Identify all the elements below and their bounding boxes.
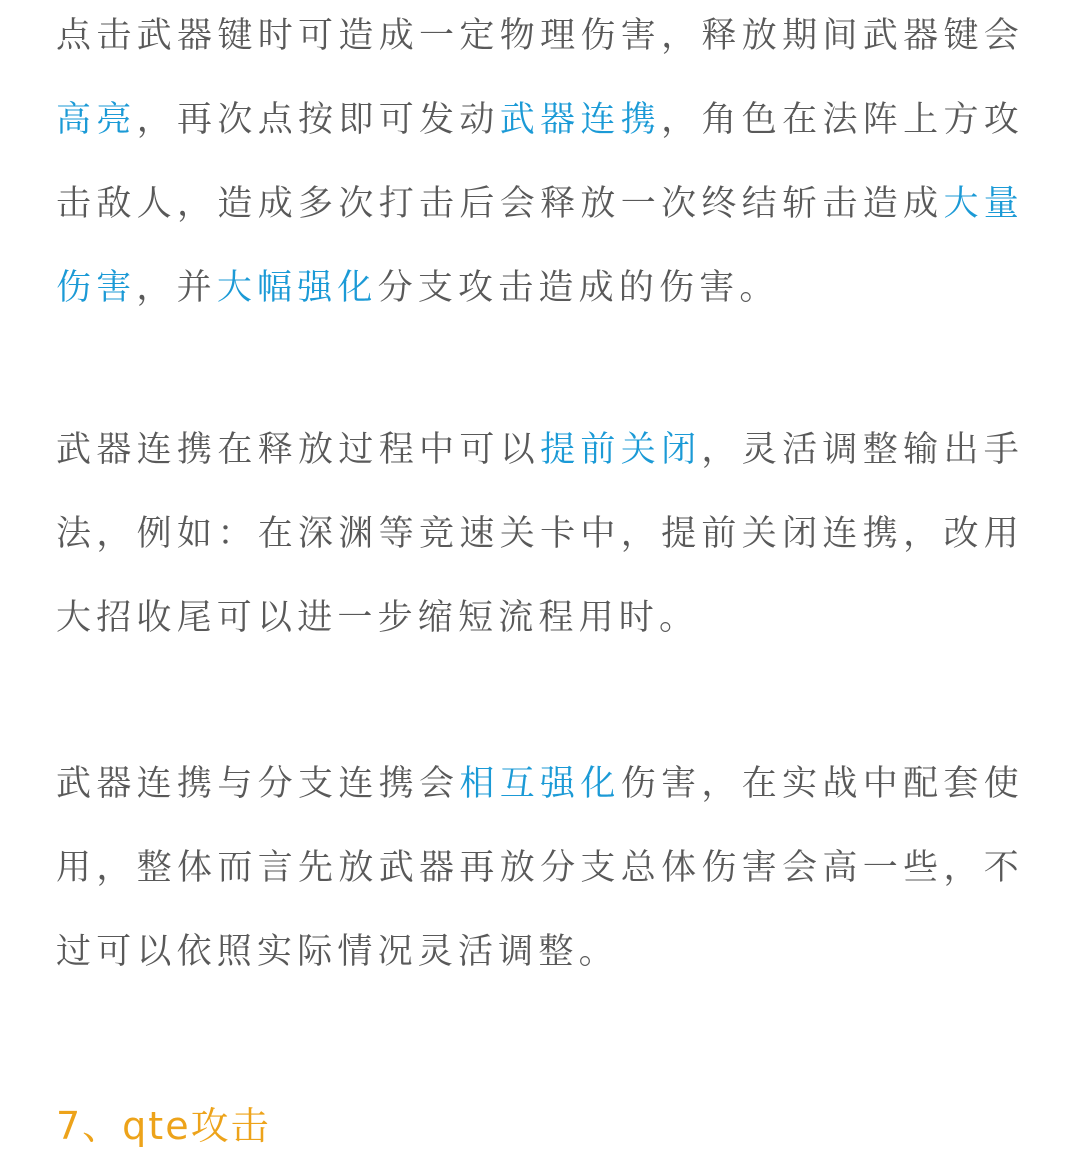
highlight-text: 高亮 [56, 100, 137, 140]
highlight-text: 提前关闭 [540, 430, 702, 470]
paragraph-mutual-boost [56, 742, 1024, 994]
text-segment: 点击武器键时可造成一定物理伤害，释放期间武器键会 [56, 16, 1024, 56]
highlight-text: 武器连携 [499, 100, 662, 140]
text-segment: ，再次点按即可发动 [136, 100, 500, 140]
text-segment: ，并 [136, 268, 217, 308]
section-heading: 7、qte攻击 [56, 1104, 271, 1148]
paragraph-weapon-key [56, 0, 1024, 330]
text-segment: ，灵活调整输出手法，例如：在深渊等竞速关卡中，提前关闭连携，改用大招收尾可以进一步缩短流程用时。 [56, 430, 1024, 638]
text-segment: ，角色在法阵上方攻击敌人，造成多次打击后会释放一次终结斩击造成 [56, 100, 1024, 224]
text-segment: 武器连携与分支连携会 [56, 764, 460, 804]
paragraph-early-close [56, 408, 1024, 660]
highlight-text: 大幅强化 [216, 268, 378, 308]
highlight-text: 大量伤害 [56, 184, 1024, 308]
text-segment: 武器连携在释放过程中可以 [56, 430, 541, 470]
text-segment: 伤害，在实战中配套使用，整体而言先放武器再放分支总体伤害会高一些，不过可以依照实际情况灵活调整。 [56, 764, 1024, 972]
highlight-text: 相互强化 [459, 764, 621, 804]
text-segment: 分支攻击造成的伤害。 [377, 268, 780, 308]
